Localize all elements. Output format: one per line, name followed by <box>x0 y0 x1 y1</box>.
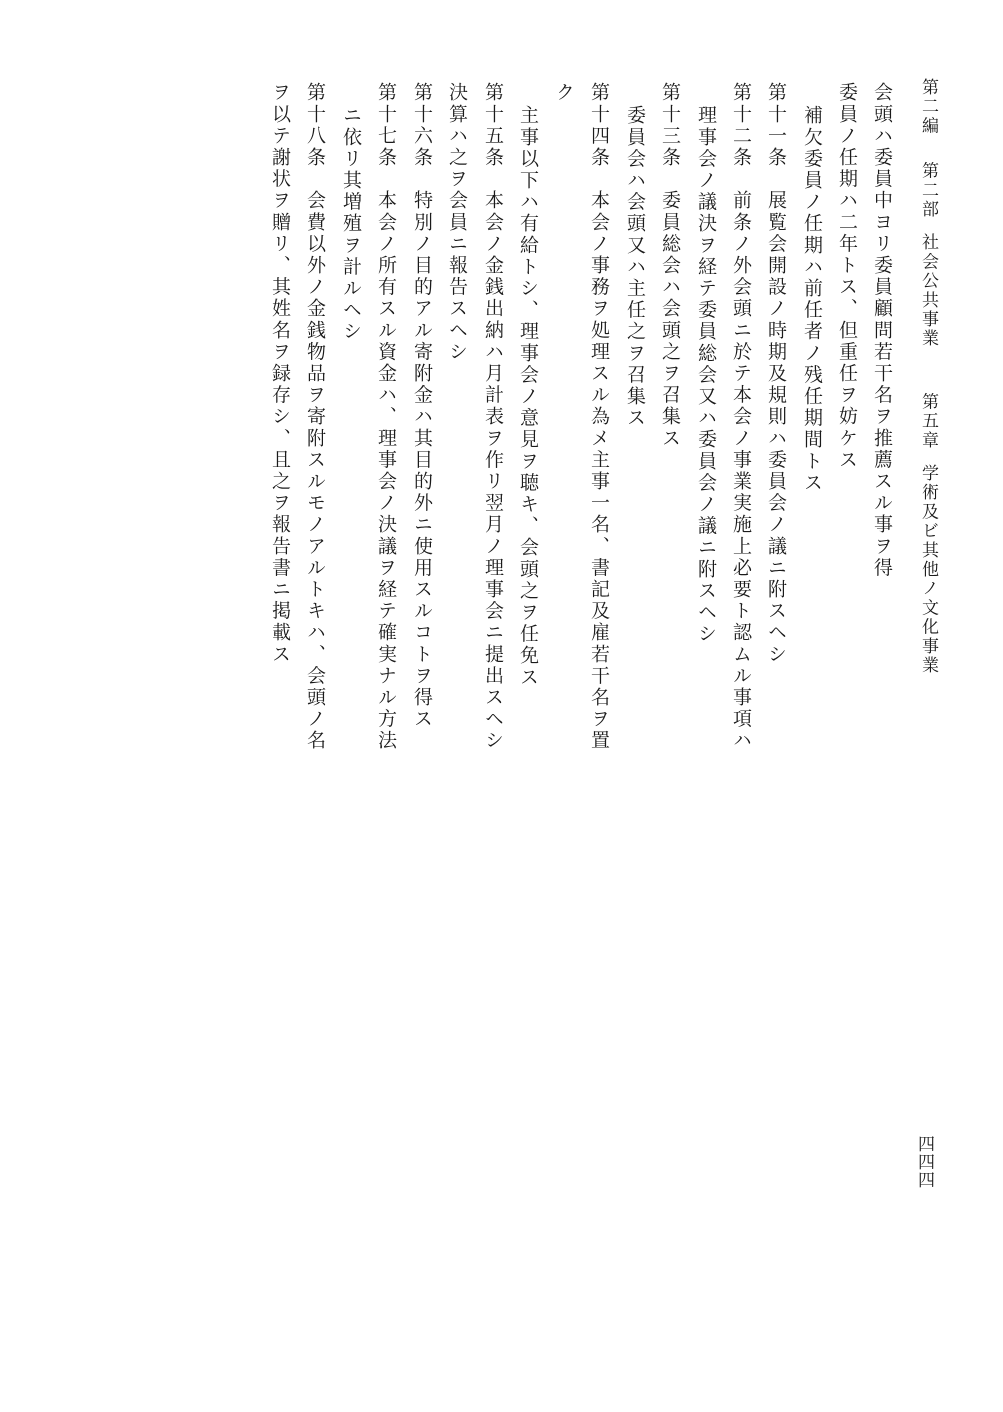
body-line: 会頭ハ委員中ヨリ委員顧問若干名ヲ推薦スル事ヲ得 <box>871 82 893 579</box>
body-line: 主事以下ハ有給トシ、理事会ノ意見ヲ聴キ、会頭之ヲ任免ス <box>517 105 539 689</box>
body-line: 第十八条 会費以外ノ金銭物品ヲ寄附スルモノアルトキハ、会頭ノ名 <box>304 82 326 752</box>
body-line: 第十五条 本会ノ金銭出納ハ月計表ヲ作リ翌月ノ理事会ニ提出スヘシ <box>482 82 504 752</box>
body-line: 第十三条 委員総会ハ会頭之ヲ召集ス <box>659 82 681 450</box>
body-line: ヲ以テ謝状ヲ贈リ、其姓名ヲ録存シ、且之ヲ報告書ニ掲載ス <box>269 82 291 666</box>
header-chapter-title: 学術及ビ其他ノ文化事業 <box>918 464 938 676</box>
body-line: ニ依リ其増殖ヲ計ルヘシ <box>340 105 362 343</box>
body-line: 理事会ノ議決ヲ経テ委員総会又ハ委員会ノ議ニ附スヘシ <box>695 105 717 645</box>
body-line: 委員会ハ会頭又ハ主任之ヲ召集ス <box>624 105 646 429</box>
page-number: 四四四 <box>914 1135 934 1189</box>
body-line: 補欠委員ノ任期ハ前任者ノ残任期間トス <box>801 105 823 494</box>
body-line: 第十七条 本会ノ所有スル資金ハ、理事会ノ決議ヲ経テ確実ナル方法 <box>375 82 397 752</box>
header-chapter: 第五章 <box>918 392 938 451</box>
body-line: 第十六条 特別ノ目的アル寄附金ハ其目的外ニ使用スルコトヲ得ス <box>411 82 433 730</box>
body-line: 第十四条 本会ノ事務ヲ処理スル為メ主事一名、書記及雇若干名ヲ置 <box>588 82 610 752</box>
running-header <box>915 78 941 675</box>
header-part: 第二編 <box>918 78 938 136</box>
body-line: 決算ハ之ヲ会員ニ報告スヘシ <box>446 82 468 363</box>
body-line: 第十一条 展覧会開設ノ時期及規則ハ委員会ノ議ニ附スヘシ <box>765 82 787 666</box>
body-line: ク <box>553 82 575 104</box>
body-line: 第十二条 前条ノ外会頭ニ於テ本会ノ事業実施上必要ト認ムル事項ハ <box>730 82 752 752</box>
header-division: 第二部 <box>918 161 938 220</box>
body-line: 委員ノ任期ハ二年トス、但重任ヲ妨ケス <box>836 82 858 471</box>
header-section: 社会公共事業 <box>918 233 938 349</box>
